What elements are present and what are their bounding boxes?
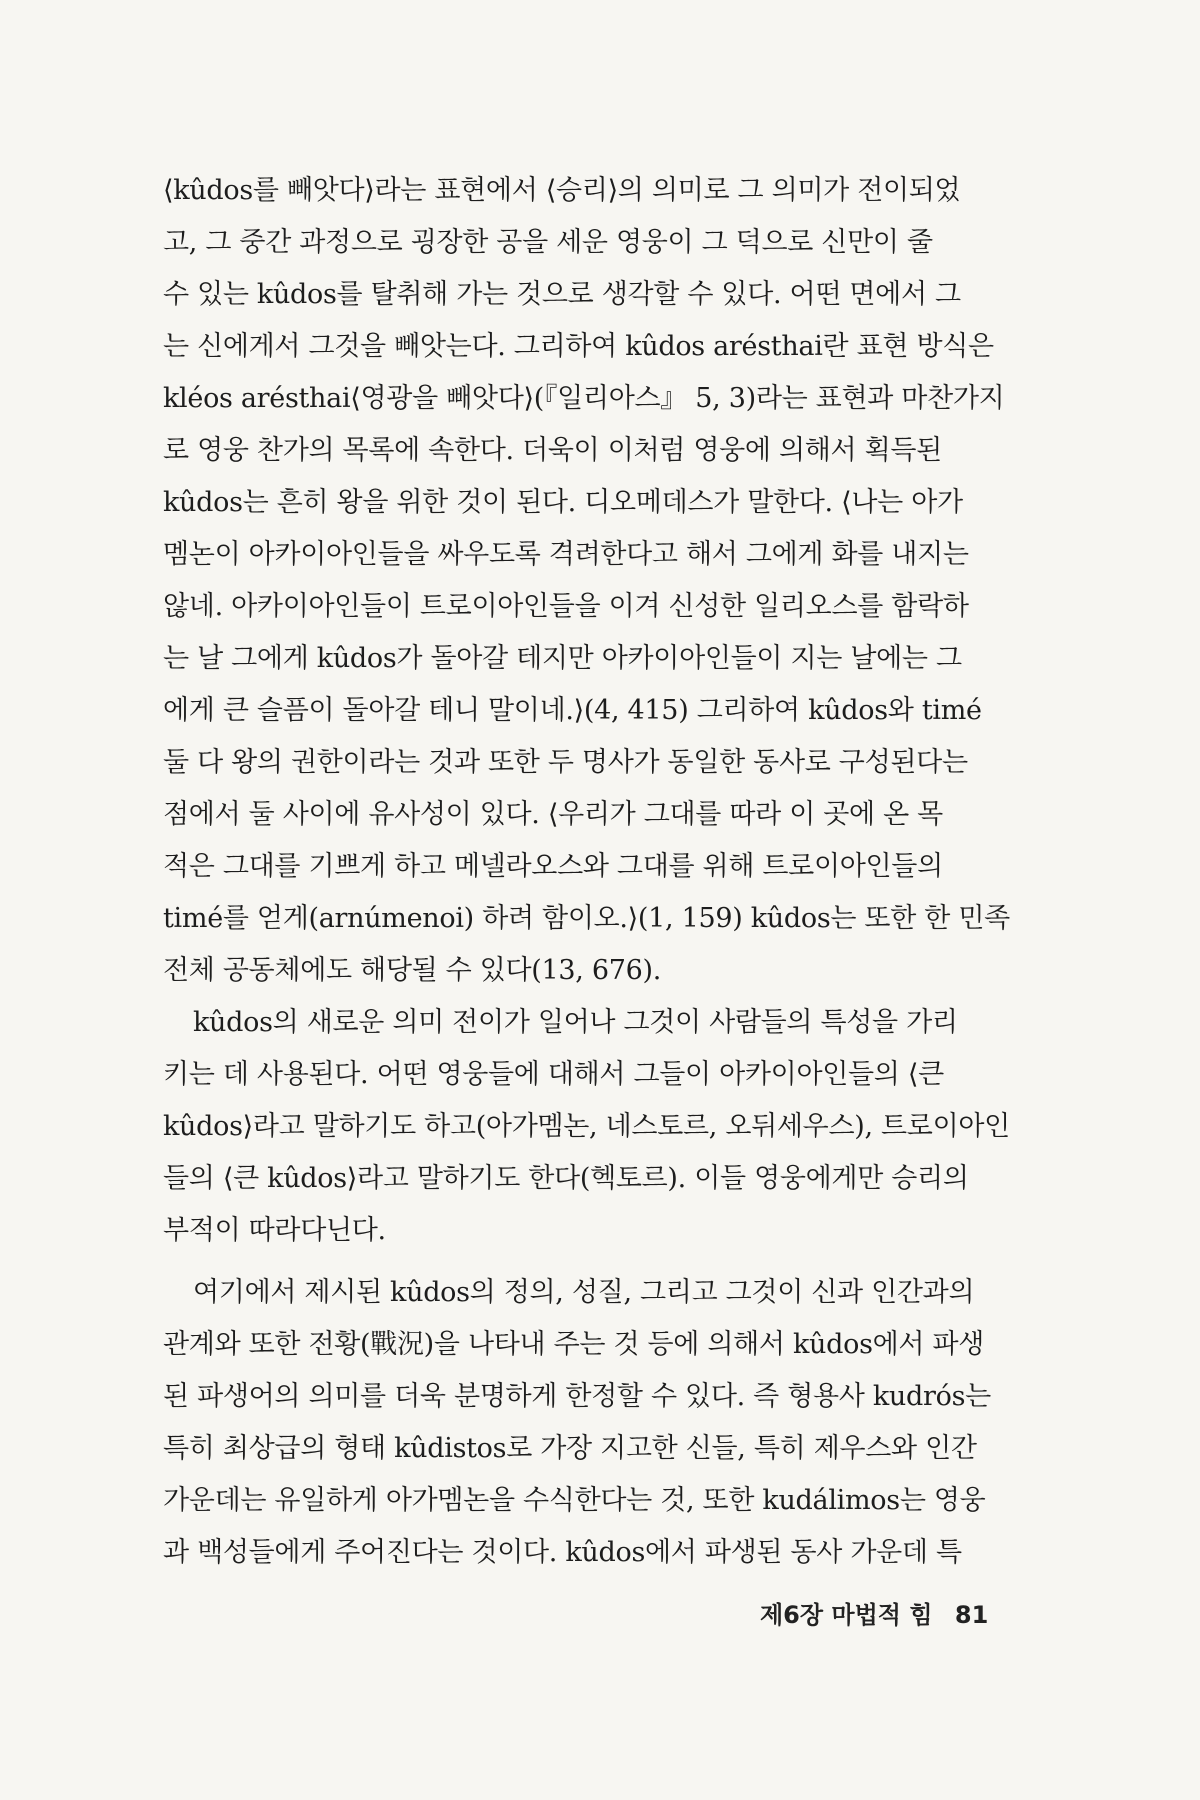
text-line: 둘 다 왕의 권한이라는 것과 또한 두 명사가 동일한 동사로 구성된다는 [163, 747, 968, 778]
text-line: 는 날 그에게 kûdos가 돌아갈 테지만 아카이아인들이 지는 날에는 그 [163, 643, 962, 674]
text-line: 않네. 아카이아인들이 트로이아인들을 이겨 신성한 일리오스를 함락하 [163, 591, 969, 622]
text-line: 고, 그 중간 과정으로 굉장한 공을 세운 영웅이 그 덕으로 신만이 줄 [163, 227, 933, 258]
text-line: kûdos⟩라고 말하기도 하고(아가멤논, 네스토르, 오뒤세우스), 트로이아인 [163, 1111, 1010, 1142]
text-line: 된 파생어의 의미를 더욱 분명하게 한정할 수 있다. 즉 형용사 kudrós는 [163, 1381, 991, 1412]
text-line: 에게 큰 슬픔이 돌아갈 테니 말이네.⟩(4, 415) 그리하여 kûdos와 timé [163, 695, 982, 726]
text-line: kûdos는 흔히 왕을 위한 것이 된다. 디오메데스가 말한다. ⟨나는 아가 [163, 487, 963, 518]
text-line: kléos arésthai⟨영광을 빼앗다⟩(『일리아스』 5, 3)라는 표현과 마찬가지 [163, 383, 1005, 414]
text-line: 들의 ⟨큰 kûdos⟩라고 말하기도 한다(헥토르). 이들 영웅에게만 승리의 [163, 1163, 969, 1194]
text-line: 가운데는 유일하게 아가멤논을 수식한다는 것, 또한 kudálimos는 영웅 [163, 1485, 986, 1516]
page-footer [760, 1595, 1060, 1630]
text-line: 점에서 둘 사이에 유사성이 있다. ⟨우리가 그대를 따라 이 곳에 온 목 [163, 799, 943, 830]
text-line: 멤논이 아카이아인들을 싸우도록 격려한다고 해서 그에게 화를 내지는 [163, 539, 969, 570]
text-line: timé를 얻게(arnúmenoi) 하려 함이오.⟩(1, 159) kûdos는 또한 한 민족 [163, 903, 1010, 934]
paragraph-3 [163, 1267, 1048, 1579]
text-line: 특히 최상급의 형태 kûdistos로 가장 지고한 신들, 특히 제우스와 인간 [163, 1433, 977, 1464]
text-line: 로 영웅 찬가의 목록에 속한다. 더욱이 이처럼 영웅에 의해서 획득된 [163, 435, 942, 466]
text-line: 적은 그대를 기쁘게 하고 메넬라오스와 그대를 위해 트로이아인들의 [163, 851, 943, 882]
text-line: 는 신에게서 그것을 빼앗는다. 그리하여 kûdos arésthai란 표현 방식은 [163, 331, 994, 362]
text-line: kûdos의 새로운 의미 전이가 일어나 그것이 사람들의 특성을 가리 [193, 1007, 958, 1038]
text-line: 관계와 또한 전황(戰況)을 나타내 주는 것 등에 의해서 kûdos에서 파생 [163, 1329, 985, 1360]
text-line: 부적이 따라다닌다. [163, 1215, 386, 1246]
paragraph-1 [163, 165, 1048, 997]
chapter-title: 제6장 마법적 힘 [760, 1601, 933, 1629]
paragraph-2 [163, 997, 1048, 1257]
text-line: 과 백성들에게 주어진다는 것이다. kûdos에서 파생된 동사 가운데 특 [163, 1537, 962, 1568]
text-line: 전체 공동체에도 해당될 수 있다(13, 676). [163, 955, 662, 986]
text-line: ⟨kûdos를 빼앗다⟩라는 표현에서 ⟨승리⟩의 의미로 그 의미가 전이되었 [163, 175, 961, 206]
text-line: 키는 데 사용된다. 어떤 영웅들에 대해서 그들이 아카이아인들의 ⟨큰 [163, 1059, 944, 1090]
body-text [163, 165, 1048, 1579]
text-line: 여기에서 제시된 kûdos의 정의, 성질, 그리고 그것이 신과 인간과의 [193, 1277, 975, 1308]
text-line: 수 있는 kûdos를 탈취해 가는 것으로 생각할 수 있다. 어떤 면에서 그 [163, 279, 961, 310]
page-number: 81 [954, 1601, 989, 1629]
